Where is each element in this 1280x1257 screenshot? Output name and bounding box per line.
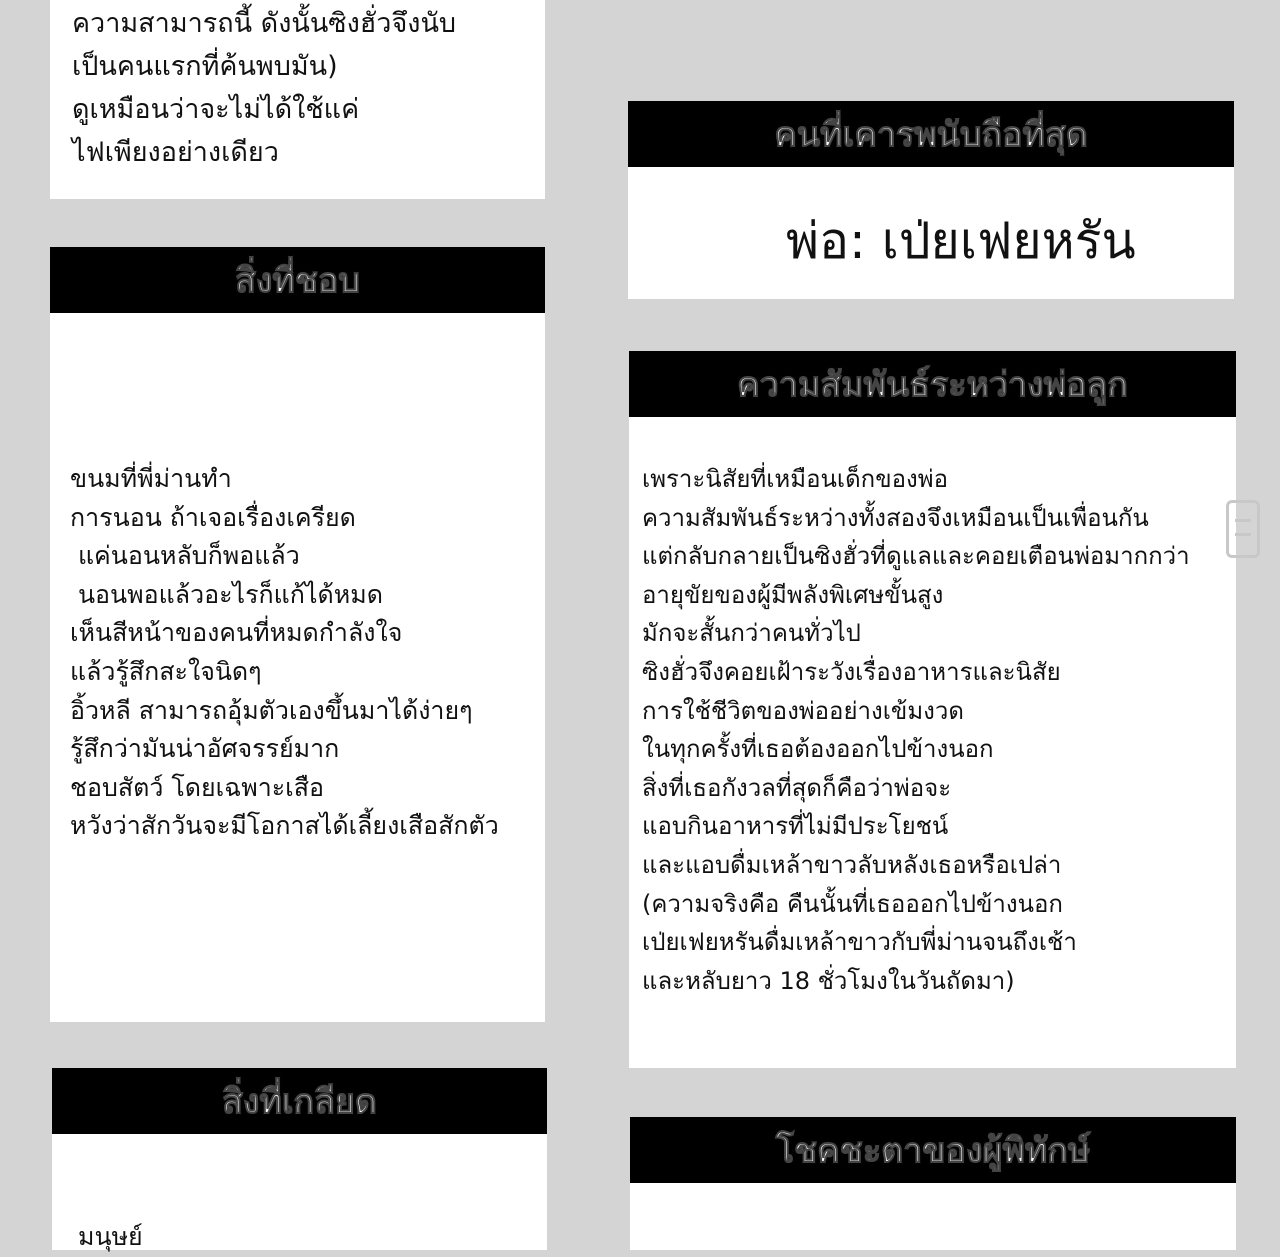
fate-header [630, 1117, 1236, 1183]
text-line: อิ้วหลี สามารถอุ้มตัวเองขึ้นมาได้ง่ายๆ [70, 695, 473, 725]
text-line: และหลับยาว 18 ชั่วโมงในวันถัดมา) [642, 966, 1015, 995]
ability-text [72, 2, 456, 174]
likes-header [50, 247, 545, 313]
fate-title: โชคชะตาของผู้พิทักษ์ [775, 1131, 1091, 1171]
text-line: แล้วรู้สึกสะใจนิดๆ [70, 656, 262, 686]
respected-header [628, 101, 1234, 167]
text-line: แค่นอนหลับก็พอแล้ว [70, 541, 300, 571]
text-line: หวังว่าสักวันจะมีโอกาสได้เลี้ยงเสือสักตัว [70, 811, 499, 841]
text-line: สิ่งที่เธอกังวลที่สุดก็คือว่าพ่อจะ [642, 773, 952, 802]
dislikes-header [52, 1068, 547, 1134]
dislikes-text [78, 1218, 143, 1257]
dislikes-title: สิ่งที่เกลียด [222, 1082, 377, 1122]
text-line: การนอน ถ้าเจอเรื่องเครียด [70, 502, 356, 532]
text-line: ซิงฮั่วจึงคอยเฝ้าระวังเรื่องอาหารและนิสัย [642, 657, 1061, 686]
text-line: รู้สึกว่ามันน่าอัศจรรย์มาก [70, 734, 340, 764]
text-line: ไฟเพียงอย่างเดียว [72, 137, 279, 168]
fate-panel [630, 1183, 1236, 1250]
text-line: และแอบดื่มเหล้าขาวลับหลังเธอหรือเปล่า [642, 850, 1062, 879]
relationship-title: ความสัมพันธ์ระหว่างพ่อลูก [737, 365, 1128, 405]
text-line: แอบกินอาหารที่ไม่มีประโยชน์ [642, 812, 949, 841]
text-line: การใช้ชีวิตของพ่ออย่างเข้มงวด [642, 696, 964, 725]
respected-value: พ่อ: เป่ยเฟยหรัน [786, 212, 1136, 270]
respected-title: คนที่เคารพนับถือที่สุด [774, 115, 1088, 155]
likes-text [70, 460, 499, 846]
text-line: ความสัมพันธ์ระหว่างทั้งสองจึงเหมือนเป็นเพื่อนกัน [642, 503, 1149, 532]
text-line: ชอบสัตว์ โดยเฉพาะเสือ [70, 772, 324, 802]
relationship-header [629, 351, 1236, 417]
text-line: (ความจริงคือ คืนนั้นที่เธอออกไปข้างนอก [642, 889, 1063, 918]
faint-page-icon [1226, 500, 1260, 558]
text-line: ในทุกครั้งที่เธอต้องออกไปข้างนอก [642, 735, 994, 764]
text-line: มนุษย์ [78, 1222, 143, 1251]
text-line: เป่ยเฟยหรันดื่มเหล้าขาวกับพี่ม่านจนถึงเช้า [642, 928, 1077, 957]
text-line: มักจะสั้นกว่าคนทั่วไป [642, 619, 861, 648]
text-line: เป็นคนแรกที่ค้นพบมัน) [72, 51, 338, 82]
text-line: แต่กลับกลายเป็นซิงฮั่วที่ดูแลและคอยเตือนพ่อมากกว่า [642, 542, 1190, 571]
text-line: เพราะนิสัยที่เหมือนเด็กของพ่อ [642, 465, 948, 493]
text-line: ขนมที่พี่ม่านทำ [70, 464, 232, 493]
relationship-text [642, 460, 1190, 1000]
text-line: เห็นสีหน้าของคนที่หมดกำลังใจ [70, 618, 403, 648]
text-line: อายุขัยของผู้มีพลังพิเศษขั้นสูง [642, 580, 944, 609]
text-line: นอนพอแล้วอะไรก็แก้ได้หมด [70, 579, 383, 609]
likes-title: สิ่งที่ชอบ [235, 261, 360, 301]
text-line: ดูเหมือนว่าจะไม่ได้ใช้แค่ [72, 94, 360, 125]
text-line: ความสามารถนี้ ดังนั้นซิงฮั่วจึงนับ [72, 8, 457, 39]
